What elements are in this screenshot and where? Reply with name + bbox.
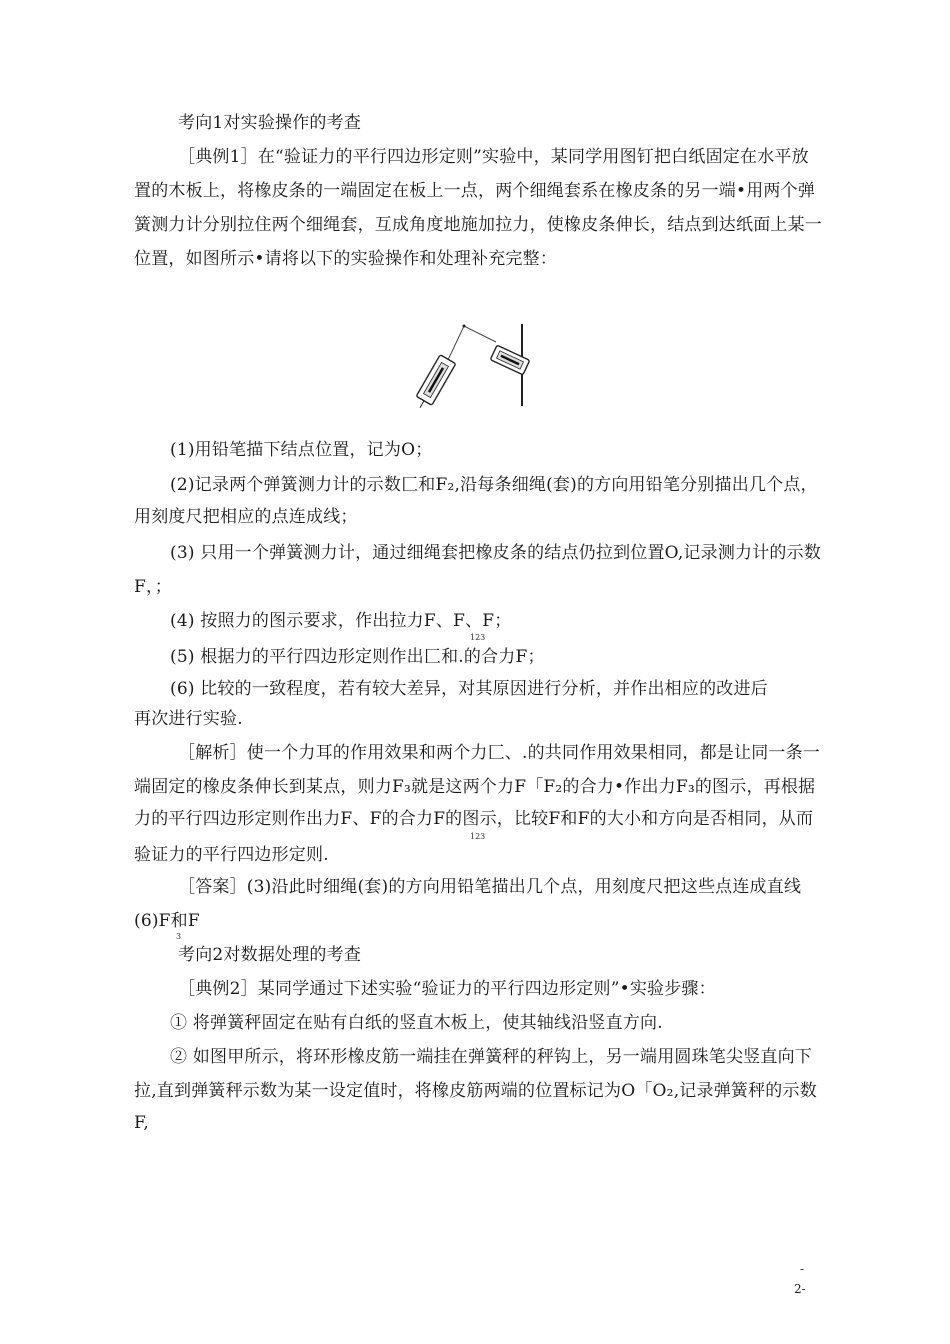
example-2-line: ［典例2］某同学通过下述实验“验证力的平行四边形定则”•实验步骤： [178, 979, 716, 999]
step-line: (6) 比较的一致程度，若有较大差异，对其原因进行分析，并作出相应的改进后 [170, 679, 768, 699]
step-line: (2)记录两个弹簧测力计的示数匚和F₂,沿每条细绳(套)的方向用铅笔分别描出几个点， [170, 475, 818, 495]
heading-1: 考向1对实验操作的考查 [178, 113, 362, 133]
subscript-label: 123 [470, 633, 486, 642]
answer-line: ［答案］(3)沿此时细绳(套)的方向用铅笔描出几个点，用刻度尺把这些点连成直线 [178, 877, 802, 897]
analysis-line: 力的平行四边形定则作出力F、F的合力F的图示，比较F和F的大小和方向是否相同，从而 [134, 809, 814, 829]
analysis-line: 验证力的平行四边形定则. [134, 845, 329, 865]
right-spring-scale [490, 345, 529, 375]
answer-line: (6)F和F [134, 911, 200, 931]
analysis-line: ［解析］使一个力耳的作用效果和两个力匚、.的共同作用效果相同，都是让同一条一 [178, 743, 821, 763]
example-2-line: 拉,直到弹簧秤示数为某一设定值时，将橡皮筋两端的位置标记为O「O₂,记录弹簧秤的示数 [134, 1081, 817, 1101]
step-line: 再次进行实验. [134, 709, 243, 729]
string-line [447, 326, 496, 362]
subscript-label: 3 [176, 932, 182, 941]
example-2-line: ② 如图甲所示，将环形橡皮筋一端挂在弹簧秤的秤钩上，另一端用圆珠笔尖竖直向下 [170, 1047, 813, 1067]
step-line: (1)用铅笔描下结点位置，记为O； [170, 440, 433, 460]
step-line: 用刻度尺把相应的点连成线； [134, 507, 358, 527]
heading-2: 考向2对数据处理的考查 [178, 945, 362, 965]
analysis-line: 端固定的橡皮条伸长到某点，则力F₃就是这两个力F「F₂的合力•作出力F₃的图示，再根据 [134, 777, 816, 797]
step-line: F，； [134, 577, 172, 597]
example-1-line: 置的木板上，将橡皮条的一端固定在板上一点，两个细绳套系在橡皮条的另一端•用两个弹 [134, 181, 816, 201]
example-2-line: F, [134, 1113, 149, 1133]
subscript-label: 123 [470, 832, 486, 841]
step-line: (4) 按照力的图示要求，作出拉力F、F、F； [170, 611, 512, 631]
step-line: (3) 只用一个弹簧测力计，通过细绳套把橡皮条的结点仍拉到位置O,记录测力计的示数 [170, 543, 822, 563]
step-line: (5) 根据力的平行四边形定则作出匚和.的合力F； [170, 647, 545, 667]
spring-scales-figure [412, 318, 538, 410]
knot-point [463, 325, 466, 328]
example-1-line: 簧测力计分别拉住两个细绳套，互成角度地施加拉力，使橡皮条伸长，结点到达纸面上某一 [134, 215, 822, 235]
example-1-line: ［典例1］在“验证力的平行四边形定则”实验中，某同学用图钉把白纸固定在水平放 [178, 147, 809, 167]
example-2-line: ① 将弹簧秤固定在贴有白纸的竖直木板上，使其轴线沿竖直方向. [170, 1013, 663, 1033]
page-number-dash: - [800, 1262, 805, 1276]
left-spring-scale [412, 355, 456, 410]
example-1-line: 位置，如图所示•请将以下的实验操作和处理补充完整： [134, 249, 558, 269]
page-number: 2- [794, 1282, 806, 1296]
